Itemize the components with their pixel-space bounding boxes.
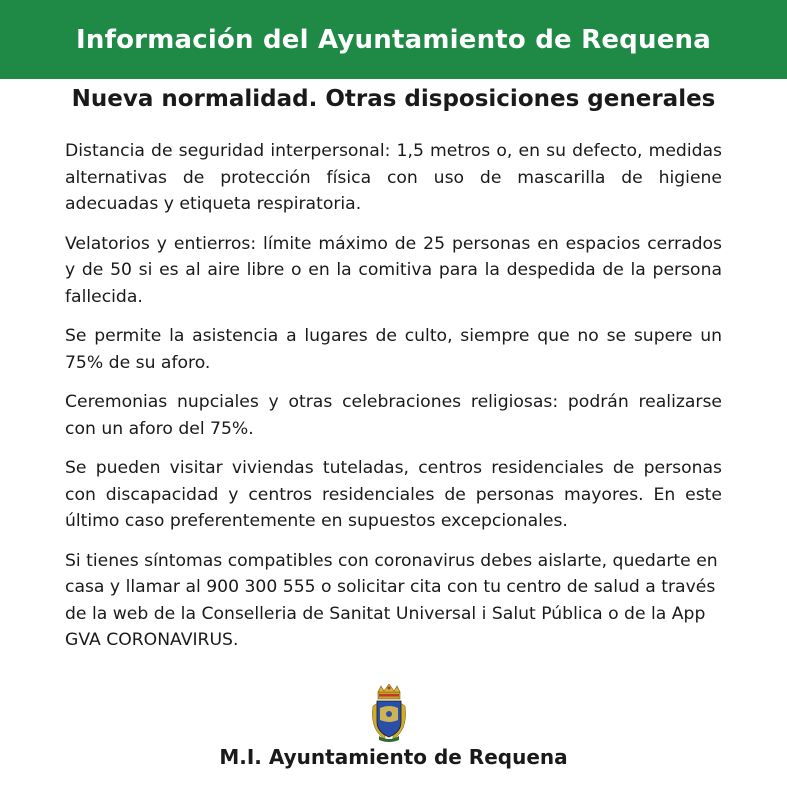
notice-body bbox=[65, 138, 722, 667]
paragraph-ceremonies: Ceremonias nupciales y otras celebraciones religiosas: podrán realizarse con un aforo del 75%. bbox=[65, 392, 722, 439]
page-title: Información del Ayuntamiento de Requena bbox=[76, 24, 711, 55]
paragraph-symptoms: Si tienes síntomas compatibles con coronavirus debes aislarte, quedarte en casa y llamar al 900 300 555 o solicitar cita con tu centro de salud a través de la web de la Conselleria de Sanitat Universal i Salut Pública o de la App GVA CORONAVIRUS. bbox=[65, 550, 718, 650]
paragraph-worship: Se permite la asistencia a lugares de culto, siempre que no se supere un 75% de su aforo. bbox=[65, 326, 722, 373]
header-banner bbox=[0, 0, 787, 79]
coat-of-arms-icon bbox=[371, 684, 407, 744]
paragraph-distance: Distancia de seguridad interpersonal: 1,5 metros o, en su defecto, medidas alternativas de protección física con uso de mascarilla de higiene adecuadas y etiqueta respiratoria. bbox=[65, 141, 722, 214]
paragraph-residences: Se pueden visitar viviendas tuteladas, centros residenciales de personas con discapacidad y centros residenciales de personas mayores. En este último caso preferentemente en supuestos excepcionales. bbox=[65, 458, 722, 531]
organization-name: M.I. Ayuntamiento de Requena bbox=[219, 745, 568, 769]
paragraph-funerals: Velatorios y entierros: límite máximo de 25 personas en espacios cerrados y de 50 si es al aire libre o en la comitiva para la despedida de la persona fallecida. bbox=[65, 233, 722, 307]
page-subtitle: Nueva normalidad. Otras disposiciones generales bbox=[71, 86, 716, 112]
